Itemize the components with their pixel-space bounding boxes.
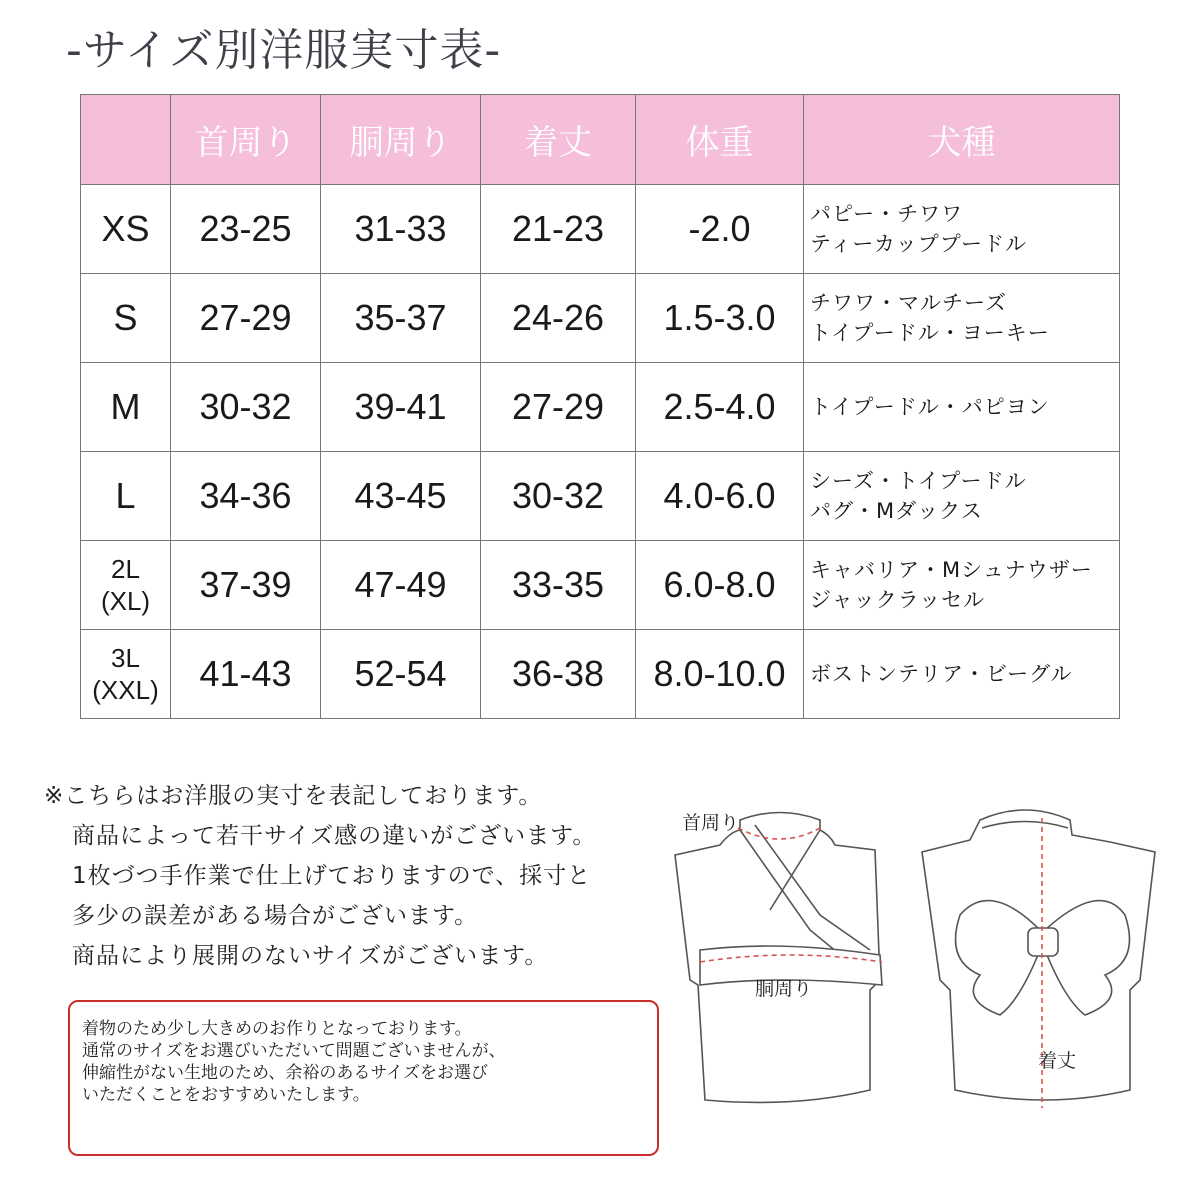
size-cell: S xyxy=(81,274,171,363)
weight-cell: 1.5-3.0 xyxy=(636,274,804,363)
breed-cell: パピー・チワワ ティーカッププードル xyxy=(804,185,1120,274)
note-line: 多少の誤差がある場合がございます。 xyxy=(72,903,479,929)
body-cell: 35-37 xyxy=(321,274,481,363)
body-label: 胴周り xyxy=(755,978,813,1000)
note-line: 商品によって若干サイズ感の違いがございます。 xyxy=(72,823,597,849)
table-row xyxy=(81,185,1120,274)
kimono-diagram xyxy=(660,790,1180,1180)
breed-cell: ボストンテリア・ビーグル xyxy=(804,630,1120,719)
notice-line: 通常のサイズをお選びいただいて問題ございませんが、 xyxy=(82,1041,506,1061)
weight-cell: 8.0-10.0 xyxy=(636,630,804,719)
body-cell: 31-33 xyxy=(321,185,481,274)
body-cell: 52-54 xyxy=(321,630,481,719)
neck-cell: 41-43 xyxy=(171,630,321,719)
notice-line: いただくことをおすすめいたします。 xyxy=(82,1085,370,1105)
length-cell: 30-32 xyxy=(481,452,636,541)
neck-cell: 23-25 xyxy=(171,185,321,274)
table-row xyxy=(81,541,1120,630)
table-row xyxy=(81,452,1120,541)
notice-line: 伸縮性がない生地のため、余裕のあるサイズをお選び xyxy=(82,1063,488,1083)
note-line: 1枚づつ手作業で仕上げておりますので、採寸と xyxy=(72,863,592,889)
table-header-row xyxy=(81,95,1120,185)
note-line: 商品により展開のないサイズがございます。 xyxy=(72,943,549,969)
neck-cell: 34-36 xyxy=(171,452,321,541)
neck-cell: 30-32 xyxy=(171,363,321,452)
header-neck: 首周り xyxy=(171,95,321,185)
breed-cell: シーズ・トイプードル パグ・Mダックス xyxy=(804,452,1120,541)
length-cell: 33-35 xyxy=(481,541,636,630)
weight-cell: -2.0 xyxy=(636,185,804,274)
breed-cell: トイプードル・パピヨン xyxy=(804,363,1120,452)
page-title: -サイズ別洋服実寸表- xyxy=(66,25,502,76)
neck-label: 首周り xyxy=(682,812,740,834)
header-size xyxy=(81,95,171,185)
bow-knot xyxy=(1028,928,1058,956)
length-cell: 27-29 xyxy=(481,363,636,452)
body-cell: 43-45 xyxy=(321,452,481,541)
size-cell: 2L (XL) xyxy=(81,541,171,630)
header-body: 胴周り xyxy=(321,95,481,185)
notice-box xyxy=(68,1000,659,1156)
weight-cell: 4.0-6.0 xyxy=(636,452,804,541)
garment-illustration xyxy=(660,790,1180,1180)
size-cell: M xyxy=(81,363,171,452)
length-cell: 21-23 xyxy=(481,185,636,274)
neck-cell: 27-29 xyxy=(171,274,321,363)
length-label: 着丈 xyxy=(1038,1050,1077,1072)
header-weight: 体重 xyxy=(636,95,804,185)
length-cell: 24-26 xyxy=(481,274,636,363)
header-length: 着丈 xyxy=(481,95,636,185)
notes xyxy=(44,776,596,976)
weight-cell: 2.5-4.0 xyxy=(636,363,804,452)
body-cell: 39-41 xyxy=(321,363,481,452)
size-cell: XS xyxy=(81,185,171,274)
breed-cell: キャバリア・Mシュナウザー ジャックラッセル xyxy=(804,541,1120,630)
note-line: ※こちらはお洋服の実寸を表記しております。 xyxy=(44,783,543,809)
notice-line: 着物のため少し大きめのお作りとなっております。 xyxy=(82,1019,472,1039)
weight-cell: 6.0-8.0 xyxy=(636,541,804,630)
neck-cell: 37-39 xyxy=(171,541,321,630)
length-cell: 36-38 xyxy=(481,630,636,719)
breed-cell: チワワ・マルチーズ トイプードル・ヨーキー xyxy=(804,274,1120,363)
body-cell: 47-49 xyxy=(321,541,481,630)
size-cell: L xyxy=(81,452,171,541)
header-breed: 犬種 xyxy=(804,95,1120,185)
table-row xyxy=(81,630,1120,719)
size-table xyxy=(80,94,1120,719)
table-row xyxy=(81,274,1120,363)
table-row xyxy=(81,363,1120,452)
size-cell: 3L (XXL) xyxy=(81,630,171,719)
